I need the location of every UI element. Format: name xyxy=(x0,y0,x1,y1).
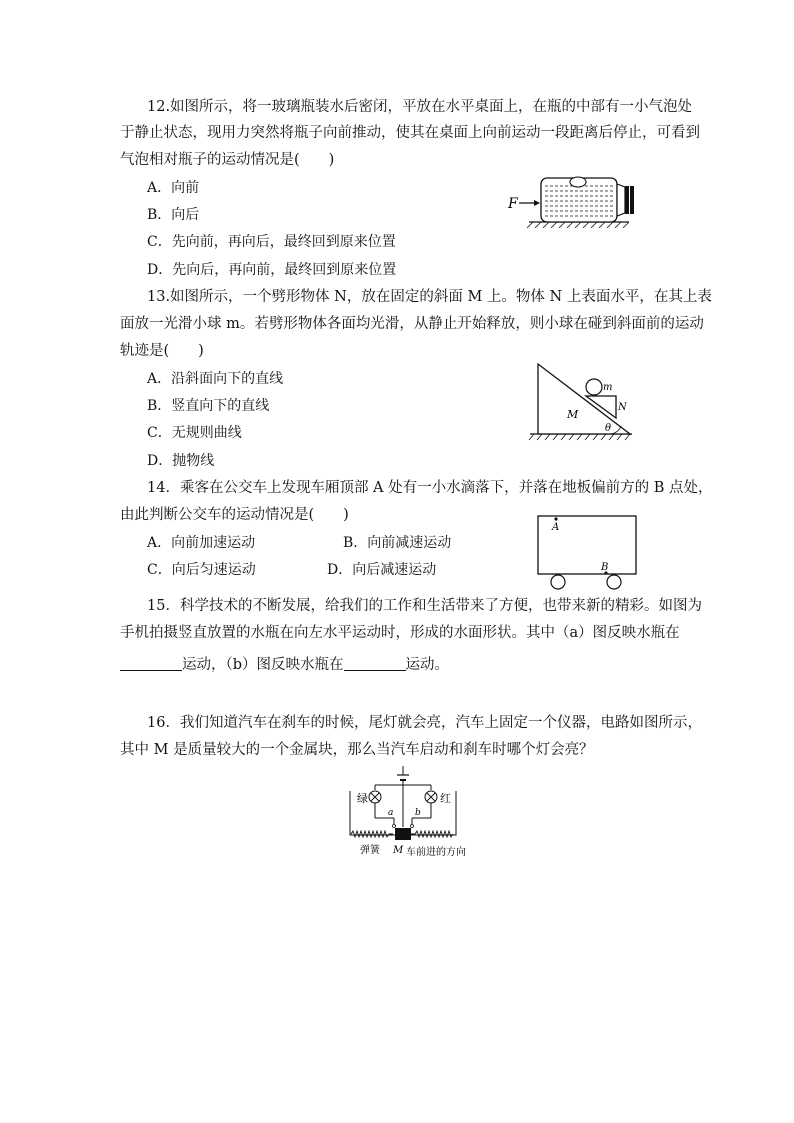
q13-incline-label: M xyxy=(567,408,579,421)
q14-point-a-label: A xyxy=(552,522,560,533)
q15-line-3-part-b: 运动。 xyxy=(405,657,450,673)
q14-option-d: D．向后减速运动 xyxy=(327,562,437,578)
q16-spring-label: 弹簧 xyxy=(360,845,380,856)
q16-red-lamp-label: 红 xyxy=(440,792,451,805)
q13-option-a: A．沿斜面向下的直线 xyxy=(147,371,284,387)
q16-line-1: 16．我们知道汽车在刹车的时候，尾灯就会亮，汽车上固定一个仪器，电路如图所示， xyxy=(147,715,702,731)
q15-line-3 xyxy=(120,656,449,674)
q15-blank-a[interactable] xyxy=(120,656,182,671)
q13-option-d: D．抛物线 xyxy=(147,453,215,469)
q15-line-1: 15．科学技术的不断发展，给我们的工作和生活带来了方便，也带来新的精彩。如图为 xyxy=(147,598,702,614)
q14-bus-figure xyxy=(534,510,644,592)
q12-line-1: 12.如图所示，将一玻璃瓶装水后密闭，平放在水平桌面上，在瓶的中部有一小气泡处 xyxy=(147,99,693,115)
q16-line-2: 其中 M 是质量较大的一个金属块，那么当汽车启动和刹车时哪个灯会亮？ xyxy=(120,742,594,758)
q14-line-1: 14．乘客在公交车上发现车厢顶部 A 处有一小水滴落下，并落在地板偏前方的 B 点处， xyxy=(147,480,713,496)
q12-option-b: B．向后 xyxy=(147,207,200,223)
q12-option-a: A．向前 xyxy=(147,180,200,196)
q16-contact-b-label: b xyxy=(415,808,421,818)
q16-direction-label: 车前进的方向 xyxy=(406,847,466,858)
q14-option-b: B．向前减速运动 xyxy=(343,535,452,551)
q14-point-b-label: B xyxy=(601,562,609,573)
q13-line-3: 轨迹是( ) xyxy=(120,343,204,359)
q14-option-c: C．向后匀速运动 xyxy=(147,562,256,578)
q13-line-1: 13.如图所示，一个劈形物体 N，放在固定的斜面 M 上。物体 N 上表面水平，在其上表 xyxy=(147,289,712,305)
q12-force-label: F xyxy=(508,196,518,212)
q15-line-3-part-a: 运动，（b）图反映水瓶在 xyxy=(182,657,344,673)
q13-option-b: B．竖直向下的直线 xyxy=(147,398,270,414)
q13-angle-label: θ xyxy=(605,423,612,434)
q14-line-2: 由此判断公交车的运动情况是( ) xyxy=(120,507,349,523)
q13-line-2: 面放一光滑小球 m。若劈形物体各面均光滑，从静止开始释放，则小球在碰到斜面前的运动 xyxy=(120,316,704,332)
q14-option-a: A．向前加速运动 xyxy=(147,535,256,551)
q16-green-lamp-label: 绿 xyxy=(357,792,368,805)
q13-wedge-label: N xyxy=(618,402,627,413)
q12-line-2: 于静止状态，现用力突然将瓶子向前推动，使其在桌面上向前运动一段距离后停止，可看到 xyxy=(120,125,700,141)
q12-line-3: 气泡相对瓶子的运动情况是( ) xyxy=(120,152,335,168)
q13-option-c: C．无规则曲线 xyxy=(147,425,242,441)
q16-block-label: M xyxy=(393,845,404,856)
q16-contact-a-label: a xyxy=(388,808,394,818)
q12-bottle-figure xyxy=(505,170,655,232)
q16-circuit-figure xyxy=(340,763,480,861)
q12-option-c: C．先向前，再向后，最终回到原来位置 xyxy=(147,234,396,250)
q13-ball-label: m xyxy=(603,382,613,393)
q15-blank-b[interactable] xyxy=(344,656,406,671)
q13-incline-figure xyxy=(522,360,637,442)
q12-option-d: D．先向后，再向前，最终回到原来位置 xyxy=(147,262,397,278)
q15-line-2: 手机拍摄竖直放置的水瓶在向左水平运动时，形成的水面形状。其中（a）图反映水瓶在 xyxy=(120,625,680,641)
